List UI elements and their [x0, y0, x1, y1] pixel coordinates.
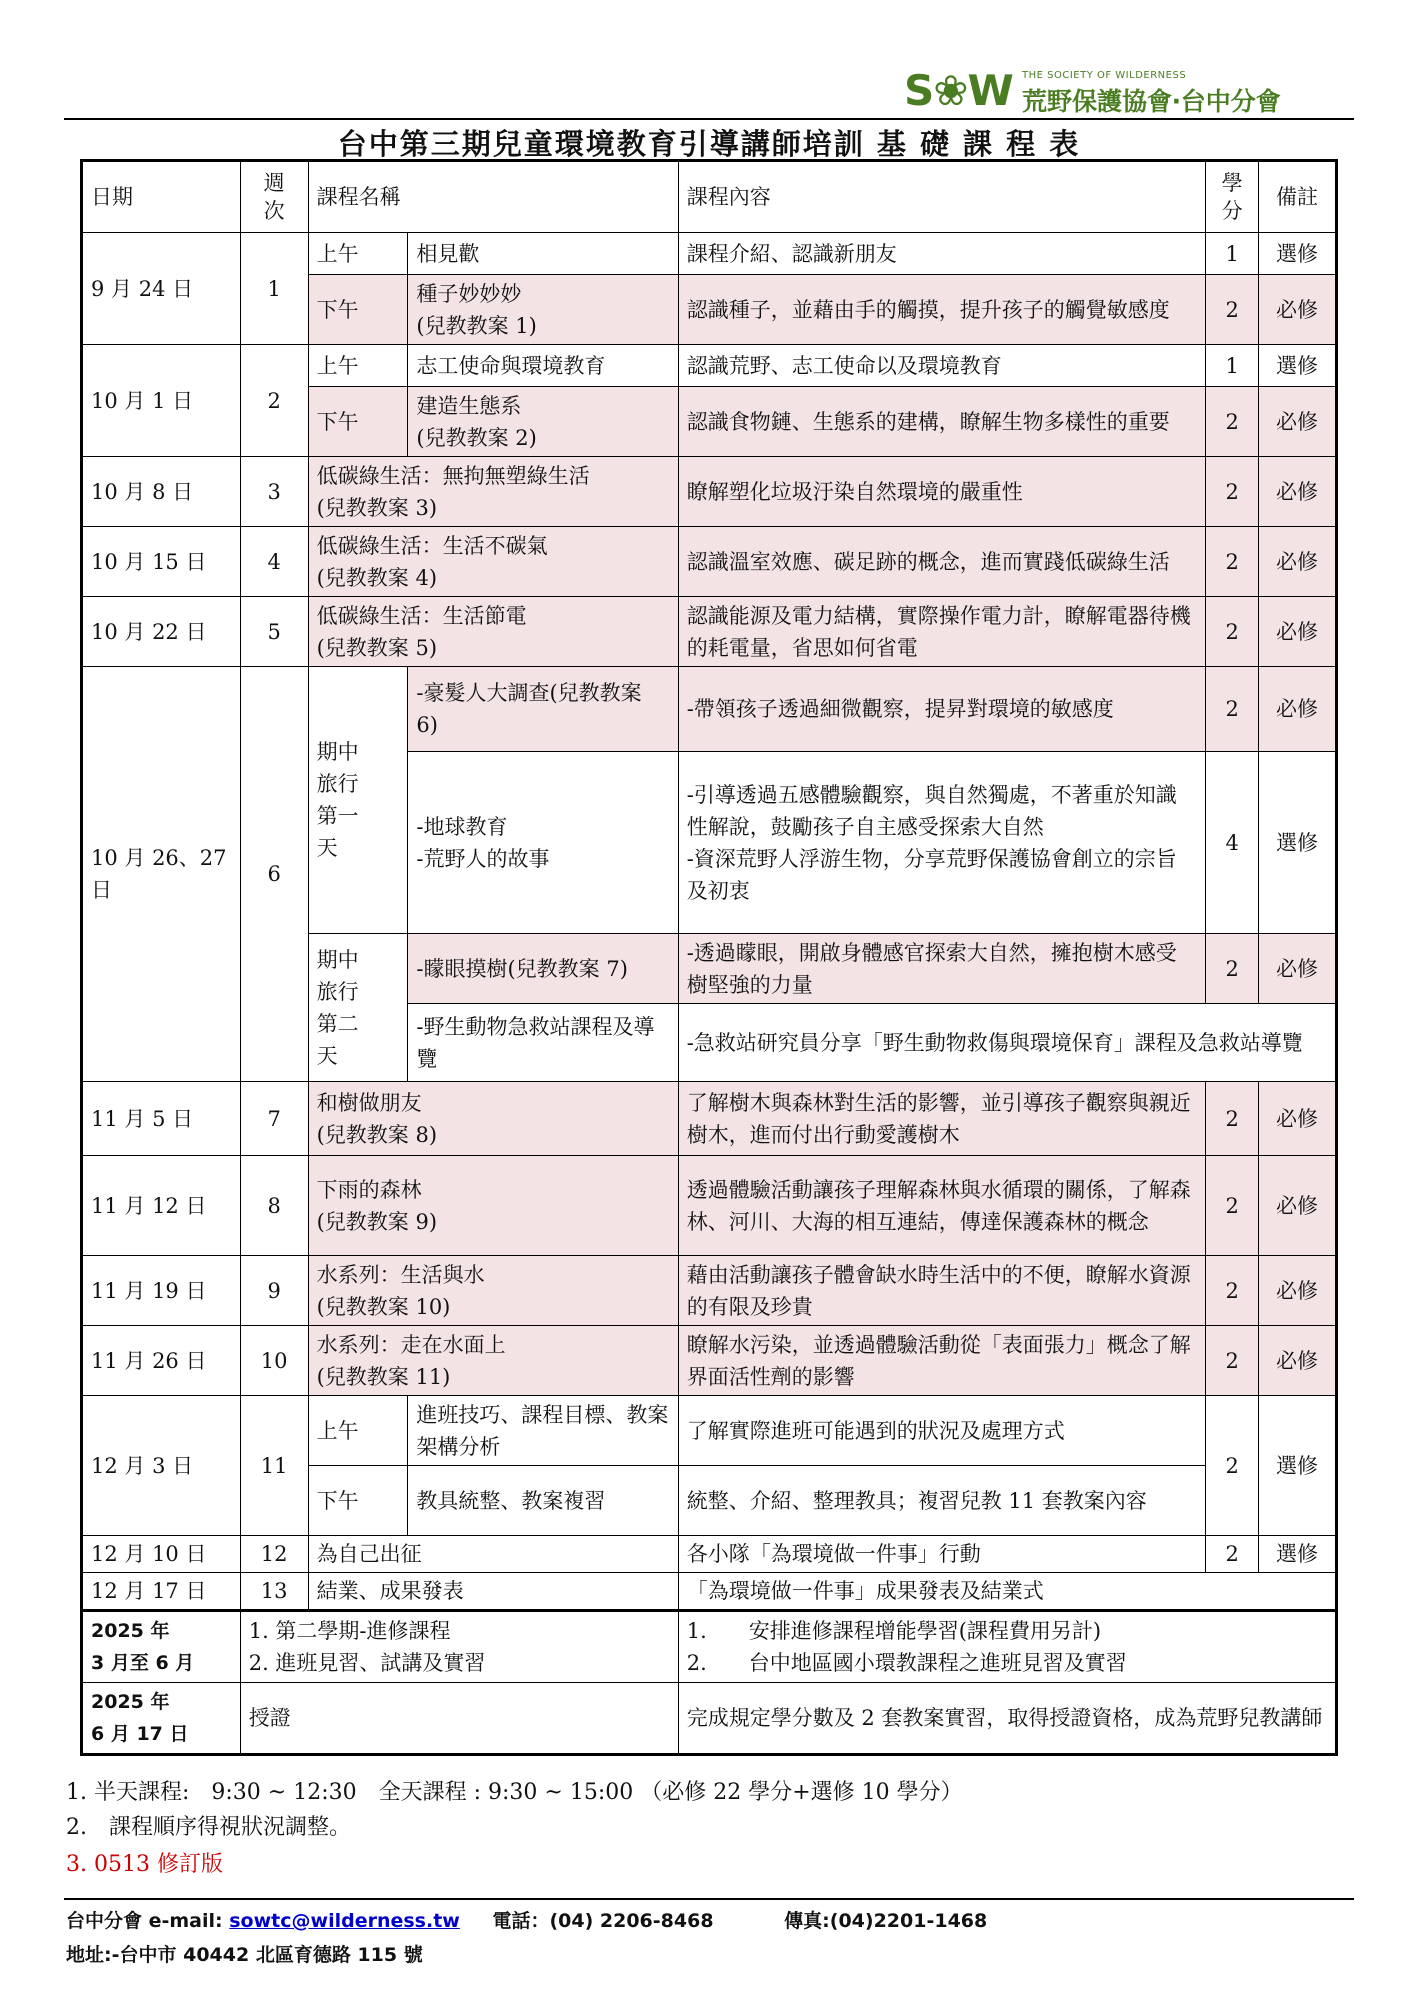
row-credit: 2: [1206, 934, 1259, 1004]
row-course-name: 下雨的森林 (兒教教案 9): [308, 1156, 678, 1256]
row-credit: 2: [1206, 597, 1259, 667]
table-row: [82, 1611, 1337, 1683]
table-row: [82, 1683, 1337, 1755]
note-schedule: 1. 半天課程: 9:30 ~ 12:30 全天課程 : 9:30 ~ 15:00 （必修 22 學分+選修 10 學分）: [66, 1780, 963, 1805]
header-date: 日期: [82, 161, 241, 233]
row-note: 選修: [1259, 752, 1337, 934]
row-course-name: 低碳綠生活：無拘無塑綠生活 (兒教教案 3): [308, 457, 678, 527]
row-content: 透過體驗活動讓孩子理解森林與水循環的關係，了解森林、河川、大海的相互連結，傳達保護森林的概念: [678, 1156, 1205, 1256]
row-content: 「為環境做一件事」成果發表及結業式: [678, 1573, 1336, 1611]
email-link[interactable]: sowtc@wilderness.tw: [229, 1910, 460, 1932]
row-week: 11: [240, 1396, 308, 1536]
table-row: [82, 597, 1337, 667]
table-row: [82, 1082, 1337, 1156]
row-date: 12 月 17 日: [82, 1573, 241, 1611]
logo-org-zh: 荒野保護協會‧台中分會: [1022, 87, 1281, 116]
trip-day-two: 期中 旅行 第二 天: [308, 934, 408, 1082]
note-order: 2. 課程順序得視狀況調整。: [66, 1815, 351, 1840]
row-credit: 1: [1206, 233, 1259, 275]
row-credit: 4: [1206, 752, 1259, 934]
row-credit: 2: [1206, 1156, 1259, 1256]
row-note: 選修: [1259, 1396, 1337, 1536]
row-date: 2025 年 3 月至 6 月: [82, 1611, 241, 1683]
logo-mark: S❀W: [904, 66, 1013, 115]
row-date: 10 月 22 日: [82, 597, 241, 667]
course-schedule-table: [80, 159, 1338, 1756]
table-row: [82, 1396, 1337, 1466]
header-course-name: 課程名稱: [308, 161, 678, 233]
row-slot: 下午: [308, 275, 408, 345]
row-content: -透過矇眼，開啟身體感官探索大自然，擁抱樹木感受樹堅強的力量: [678, 934, 1205, 1004]
row-content: 認識溫室效應、碳足跡的概念，進而實踐低碳綠生活: [678, 527, 1205, 597]
row-credit: 2: [1206, 527, 1259, 597]
row-content: 認識食物鏈、生態系的建構，瞭解生物多樣性的重要: [678, 387, 1205, 457]
row-content: 瞭解水污染，並透過體驗活動從「表面張力」概念了解界面活性劑的影響: [678, 1326, 1205, 1396]
row-week: 8: [240, 1156, 308, 1256]
row-content: 了解實際進班可能遇到的狀況及處理方式: [678, 1396, 1205, 1466]
row-credit: 2: [1206, 457, 1259, 527]
row-content: 統整、介紹、整理教具；複習兒教 11 套教案內容: [678, 1466, 1205, 1536]
row-week: 3: [240, 457, 308, 527]
row-date: 10 月 15 日: [82, 527, 241, 597]
sow-logo: [904, 66, 1350, 120]
row-course-name: 教具統整、教案複習: [408, 1466, 678, 1536]
row-credit: 2: [1206, 667, 1259, 752]
table-row: [82, 527, 1337, 597]
row-note: 必修: [1259, 457, 1337, 527]
row-course-name: 低碳綠生活：生活不碳氣 (兒教教案 4): [308, 527, 678, 597]
row-note: 必修: [1259, 275, 1337, 345]
row-course-name: 水系列：生活與水 (兒教教案 10): [308, 1256, 678, 1326]
row-content: -引導透過五感體驗觀察，與自然獨處，不著重於知識性解說，鼓勵孩子自主感受探索大自然 -資深荒野人浮游生物，分享荒野保護協會創立的宗旨及初衷: [678, 752, 1205, 934]
row-date: 11 月 12 日: [82, 1156, 241, 1256]
row-content: 完成規定學分數及 2 套教案實習，取得授證資格，成為荒野兒教講師: [678, 1683, 1336, 1755]
footer-contact: [66, 1906, 987, 1933]
trip-day-one: 期中 旅行 第一 天: [308, 667, 408, 934]
row-date: 10 月 26、27 日: [82, 667, 241, 1082]
row-date: 10 月 8 日: [82, 457, 241, 527]
row-date: 9 月 24 日: [82, 233, 241, 345]
row-content: 瞭解塑化垃圾汙染自然環境的嚴重性: [678, 457, 1205, 527]
row-content: 認識荒野、志工使命以及環境教育: [678, 345, 1205, 387]
row-course-name: -地球教育 -荒野人的故事: [408, 752, 678, 934]
row-week: 1: [240, 233, 308, 345]
row-week: 12: [240, 1536, 308, 1573]
row-credit: 2: [1206, 1256, 1259, 1326]
row-week: 4: [240, 527, 308, 597]
row-note: 必修: [1259, 527, 1337, 597]
row-credit: 2: [1206, 1082, 1259, 1156]
row-week: 5: [240, 597, 308, 667]
row-course-name: 進班技巧、課程目標、教案架構分析: [408, 1396, 678, 1466]
row-course-name: 授證: [240, 1683, 678, 1755]
table-header-row: [82, 161, 1337, 233]
row-note: 必修: [1259, 1082, 1337, 1156]
row-credit: 2: [1206, 275, 1259, 345]
row-note: 選修: [1259, 1536, 1337, 1573]
row-slot: 下午: [308, 387, 408, 457]
logo-org-en: THE SOCIETY OF WILDERNESS: [1022, 70, 1187, 81]
footer-address: 地址:-台中市 40442 北區育德路 115 號: [66, 1944, 423, 1966]
row-date: 2025 年 6 月 17 日: [82, 1683, 241, 1755]
table-row: [82, 1256, 1337, 1326]
table-row: [82, 1536, 1337, 1573]
row-credit: 2: [1206, 1536, 1259, 1573]
row-week: 9: [240, 1256, 308, 1326]
row-date: 12 月 3 日: [82, 1396, 241, 1536]
row-course-name: -豪髮人大調查(兒教教案 6): [408, 667, 678, 752]
page-title: 台中第三期兒童環境教育引導講師培訓 基 礎 課 程 表: [337, 127, 1081, 161]
row-content: 各小隊「為環境做一件事」行動: [678, 1536, 1205, 1573]
row-note: 選修: [1259, 233, 1337, 275]
table-row: [82, 667, 1337, 752]
header-rule: [64, 118, 1354, 120]
row-course-name: 為自己出征: [308, 1536, 678, 1573]
note-revision: 3. 0513 修訂版: [66, 1852, 223, 1877]
row-credit: 1: [1206, 345, 1259, 387]
row-content: 了解樹木與森林對生活的影響，並引導孩子觀察與親近樹木，進而付出行動愛護樹木: [678, 1082, 1205, 1156]
table-row: [82, 1573, 1337, 1611]
row-date: 11 月 5 日: [82, 1082, 241, 1156]
row-course-name: 1. 第二學期-進修課程 2. 進班見習、試講及實習: [240, 1611, 678, 1683]
row-note: 必修: [1259, 597, 1337, 667]
header-content: 課程內容: [678, 161, 1205, 233]
table-row: [82, 457, 1337, 527]
row-course-name: 建造生態系 (兒教教案 2): [408, 387, 678, 457]
header-credit: 學 分: [1206, 161, 1259, 233]
row-content: 認識能源及電力結構，實際操作電力計，瞭解電器待機的耗電量，省思如何省電: [678, 597, 1205, 667]
row-course-name: 種子妙妙妙 (兒教教案 1): [408, 275, 678, 345]
row-note: 必修: [1259, 667, 1337, 752]
row-week: 7: [240, 1082, 308, 1156]
row-note: 必修: [1259, 1326, 1337, 1396]
row-date: 12 月 10 日: [82, 1536, 241, 1573]
row-content: 1. 安排進修課程增能學習(課程費用另計) 2. 台中地區國小環教課程之進班見習及實習: [678, 1611, 1336, 1683]
table-row: [82, 1156, 1337, 1256]
row-course-name: 相見歡: [408, 233, 678, 275]
row-note: 必修: [1259, 1256, 1337, 1326]
table-row: [82, 233, 1337, 275]
row-credit: 2: [1206, 387, 1259, 457]
footer-email-label: 台中分會 e-mail:: [66, 1910, 230, 1932]
row-course-name: 志工使命與環境教育: [408, 345, 678, 387]
header-note: 備註: [1259, 161, 1337, 233]
row-slot: 上午: [308, 345, 408, 387]
row-content: -急救站研究員分享「野生動物救傷與環境保育」課程及急救站導覽: [678, 1004, 1336, 1082]
row-note: 必修: [1259, 1156, 1337, 1256]
row-course-name: 和樹做朋友 (兒教教案 8): [308, 1082, 678, 1156]
header-week: 週 次: [240, 161, 308, 233]
row-week: 13: [240, 1573, 308, 1611]
row-course-name: 結業、成果發表: [308, 1573, 678, 1611]
row-note: 選修: [1259, 345, 1337, 387]
row-note: 必修: [1259, 387, 1337, 457]
footer-rule: [64, 1898, 1354, 1900]
row-slot: 上午: [308, 1396, 408, 1466]
row-date: 11 月 19 日: [82, 1256, 241, 1326]
row-content: 課程介紹、認識新朋友: [678, 233, 1205, 275]
table-row: [82, 345, 1337, 387]
footer-phone: 電話：(04) 2206-8468: [492, 1910, 714, 1932]
row-note: 必修: [1259, 934, 1337, 1004]
row-course-name: 水系列：走在水面上 (兒教教案 11): [308, 1326, 678, 1396]
footer-fax: 傳真:(04)2201-1468: [784, 1910, 988, 1932]
row-content: 藉由活動讓孩子體會缺水時生活中的不便，瞭解水資源的有限及珍貴: [678, 1256, 1205, 1326]
row-content: -帶領孩子透過細微觀察，提昇對環境的敏感度: [678, 667, 1205, 752]
row-course-name: 低碳綠生活：生活節電 (兒教教案 5): [308, 597, 678, 667]
row-week: 2: [240, 345, 308, 457]
row-course-name: -矇眼摸樹(兒教教案 7): [408, 934, 678, 1004]
row-credit: 2: [1206, 1326, 1259, 1396]
row-week: 10: [240, 1326, 308, 1396]
row-date: 11 月 26 日: [82, 1326, 241, 1396]
row-slot: 下午: [308, 1466, 408, 1536]
row-credit: 2: [1206, 1396, 1259, 1536]
row-content: 認識種子，並藉由手的觸摸，提升孩子的觸覺敏感度: [678, 275, 1205, 345]
table-row: [82, 1326, 1337, 1396]
row-week: 6: [240, 667, 308, 1082]
row-course-name: -野生動物急救站課程及導覽: [408, 1004, 678, 1082]
row-date: 10 月 1 日: [82, 345, 241, 457]
row-slot: 上午: [308, 233, 408, 275]
